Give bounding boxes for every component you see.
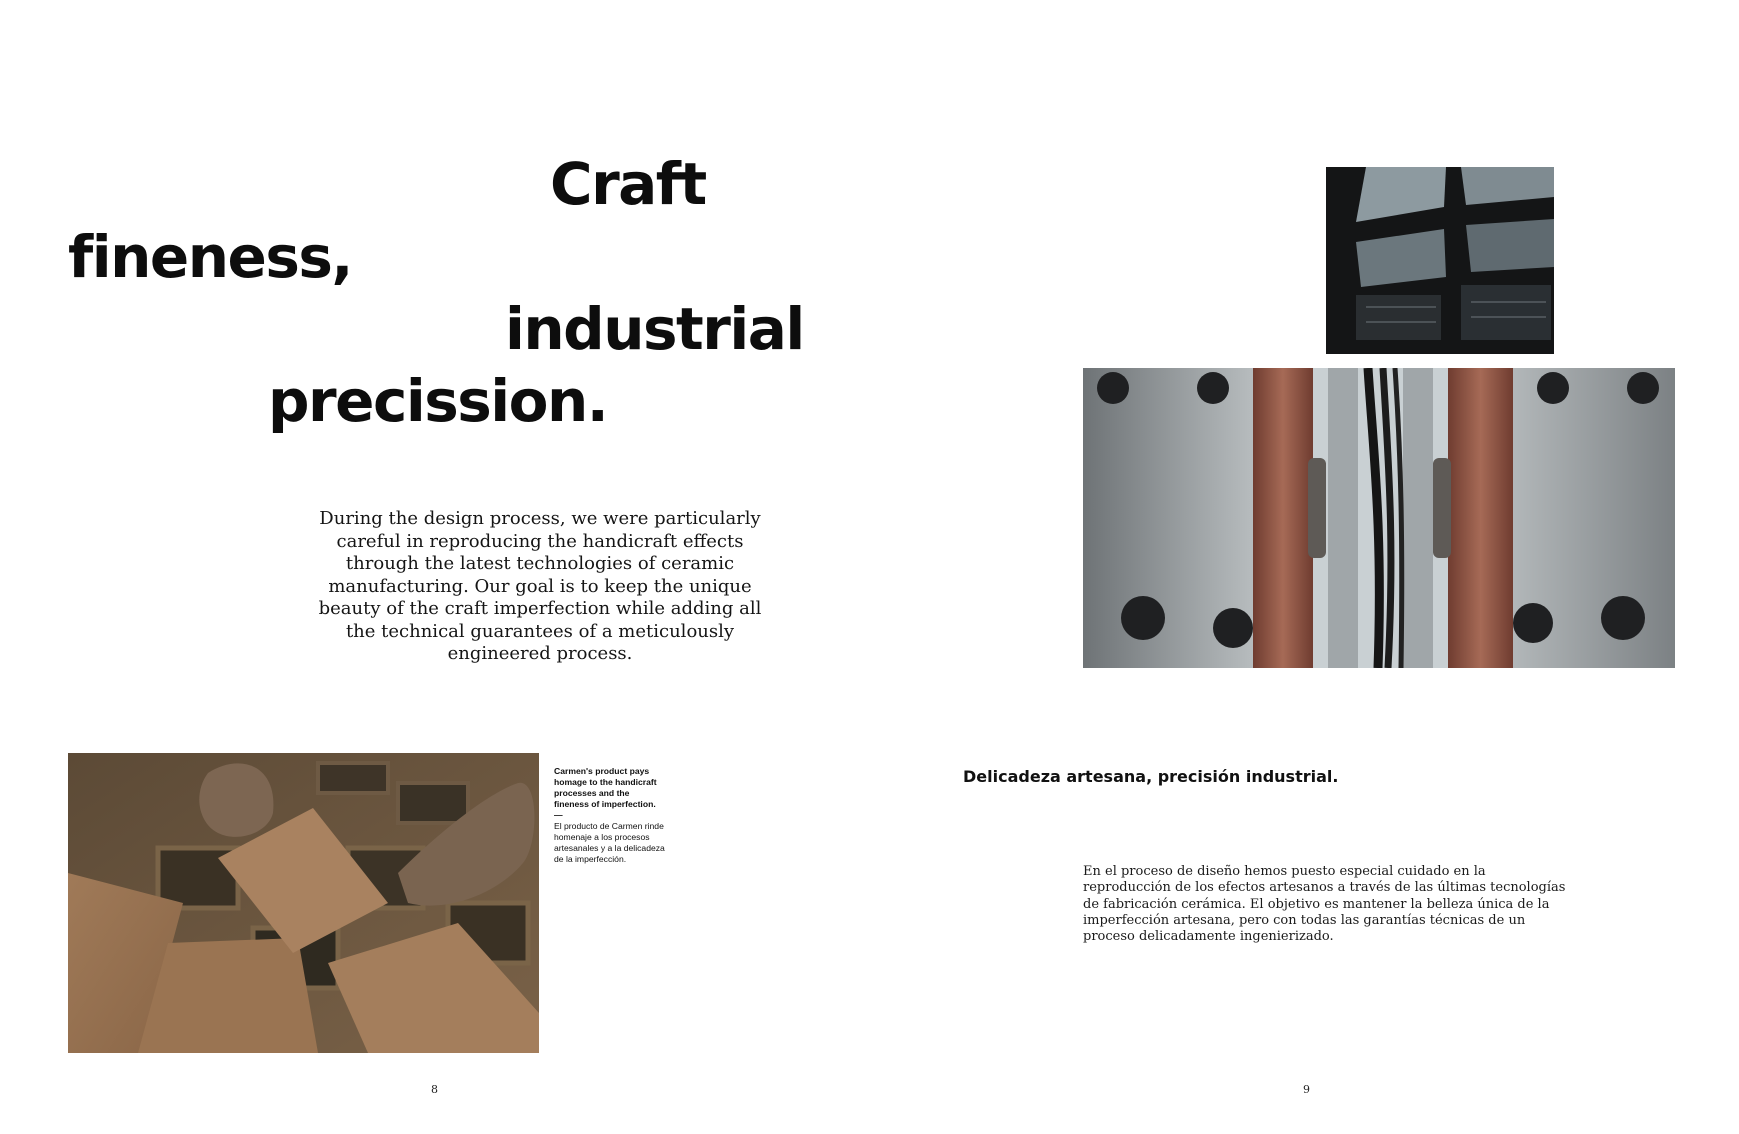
caption-separator: — (554, 810, 563, 820)
headline-line-1: Craft (550, 150, 706, 218)
ceramic-press-photo (1083, 368, 1675, 668)
right-page-subheading: Delicadeza artesana, precisión industrial. (963, 767, 1339, 786)
page-number-left: 8 (431, 1083, 438, 1096)
headline-line-4: precission. (268, 367, 608, 435)
clay-tiles-photo (68, 753, 539, 1053)
caption-spanish: El producto de Carmen rinde homenaje a los procesos artesanales y a la delicadeza de la imperfección. (554, 821, 665, 864)
page-number-right: 9 (1303, 1083, 1310, 1096)
right-page-body: En el proceso de diseño hemos puesto especial cuidado en la reproducción de los efectos artesanos a través de las últimas tecnologías de fabricación cerámica. El objetivo es mantener la belleza única de la imperfección artesana, pero con todas las garantías técnicas de un proceso delicadamente ingenierizado. (1083, 864, 1566, 945)
photo-caption (554, 766, 666, 865)
caption-english: Carmen's product pays homage to the handicraft processes and the fineness of imperfection. (554, 766, 657, 809)
headline-line-3: industrial (505, 295, 804, 363)
skylight-roof-photo (1326, 167, 1554, 354)
headline-line-2: fineness, (68, 223, 352, 291)
intro-paragraph: During the design process, we were particularly careful in reproducing the handicraft effects through the latest technologies of ceramic manufacturing. Our goal is to keep the unique beauty of the craft imperfection while adding all the technical guarantees of a meticulously engineered process. (318, 508, 762, 664)
